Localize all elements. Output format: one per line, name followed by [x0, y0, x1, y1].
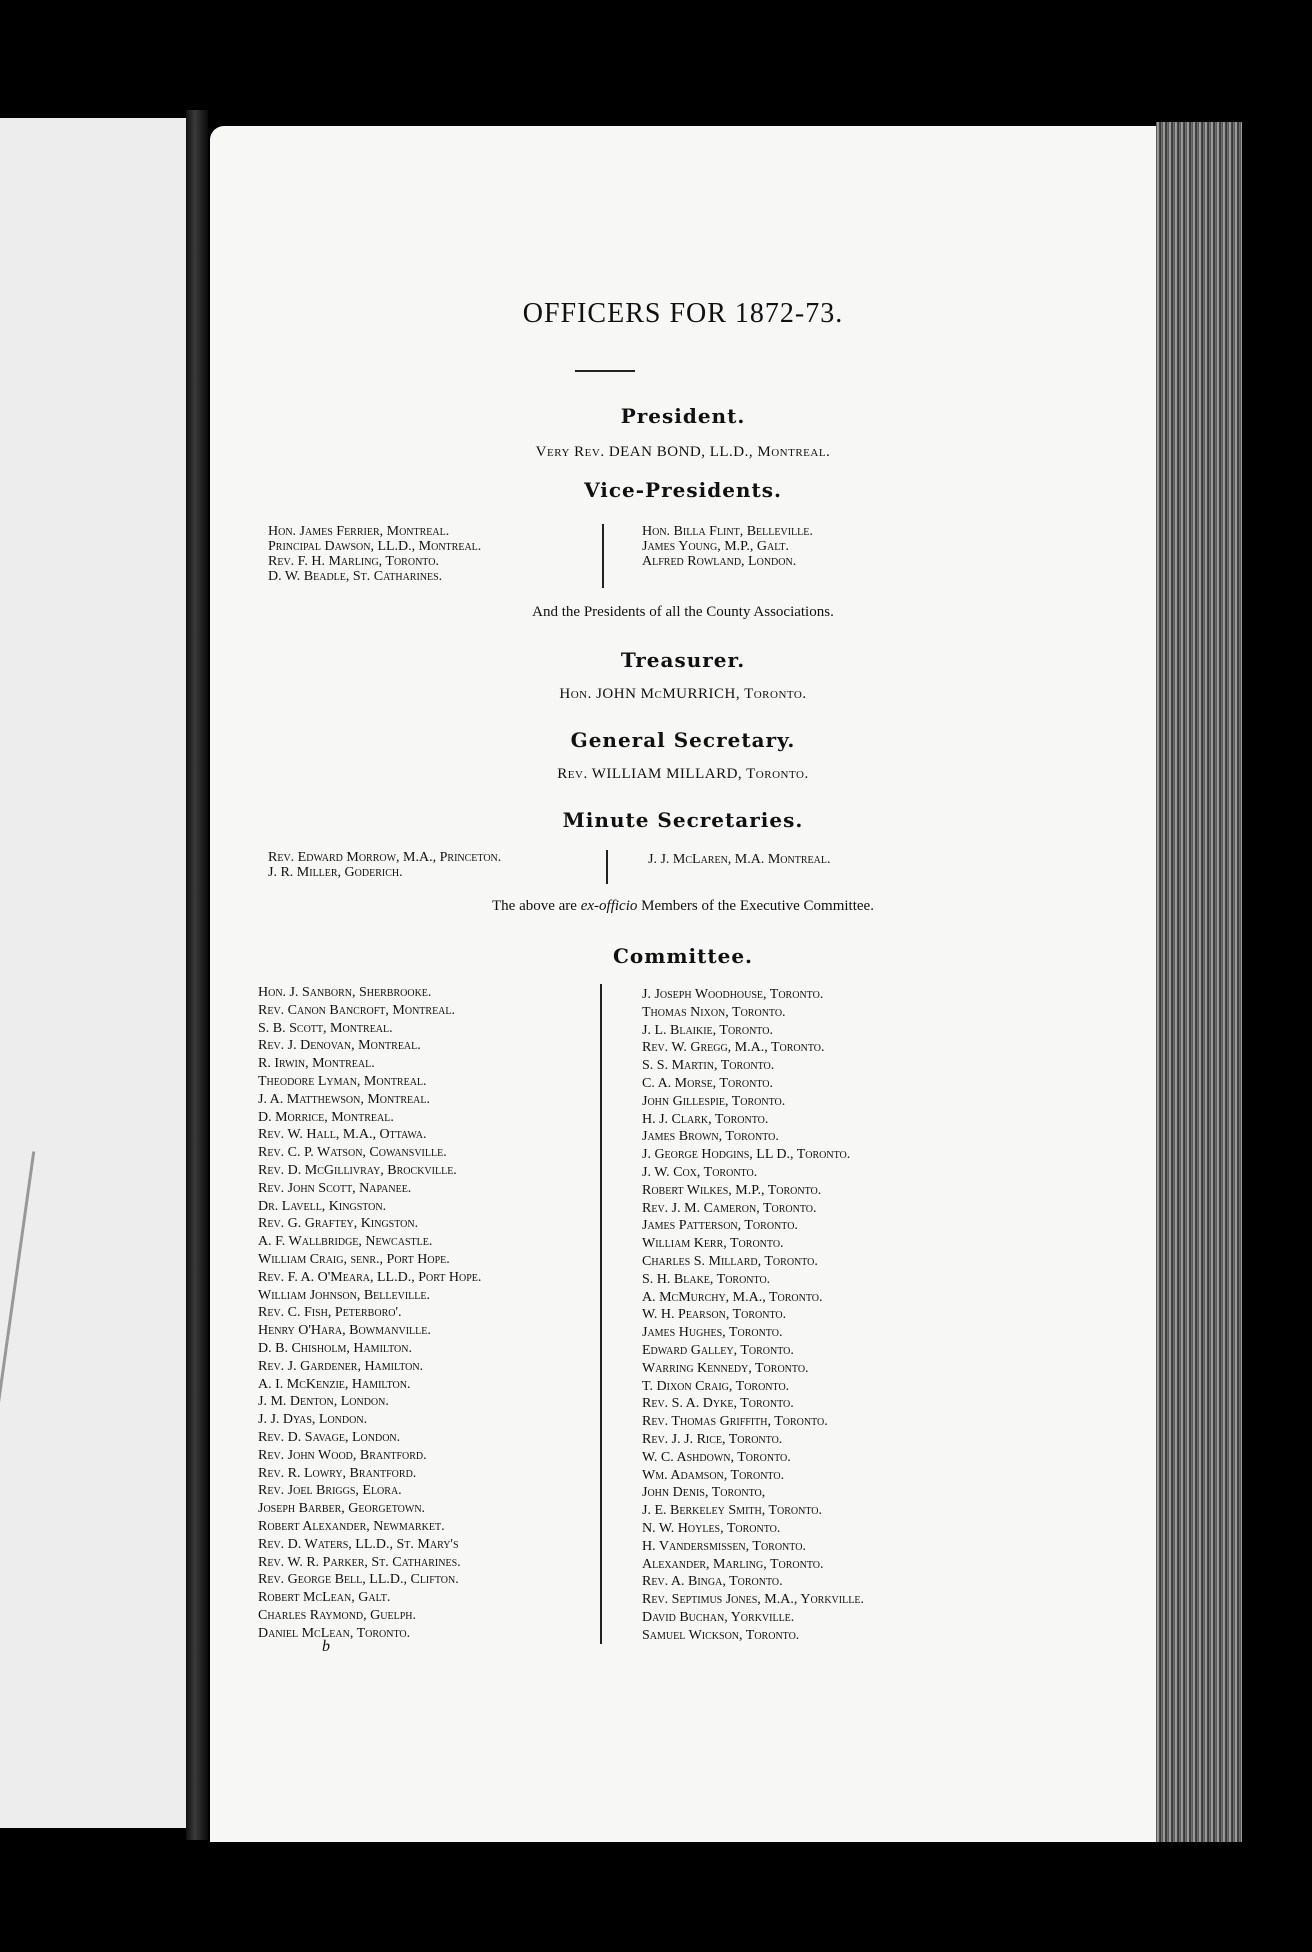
committee-member: Edward Galley, Toronto.: [642, 1342, 794, 1358]
list-item: Alfred Rowland, London.: [642, 554, 797, 569]
committee-member: S. H. Blake, Toronto.: [642, 1271, 771, 1287]
list-item: Rev. F. H. Marling, Toronto.: [268, 554, 439, 569]
committee-member: Rev. A. Binga, Toronto.: [642, 1574, 783, 1590]
committee-member: Rev. C. Fish, Peterboro'.: [258, 1305, 402, 1321]
committee-member: Charles Raymond, Guelph.: [258, 1607, 416, 1623]
committee-member: Charles S. Millard, Toronto.: [642, 1253, 818, 1269]
committee-member: Rev. W. Hall, M.A., Ottawa.: [258, 1127, 427, 1143]
committee-member: Rev. Joel Briggs, Elora.: [258, 1483, 402, 1499]
treasurer-heading: Treasurer.: [620, 648, 746, 672]
committee-member: Daniel McLean, Toronto.: [258, 1625, 411, 1641]
committee-member: William Craig, senr., Port Hope.: [258, 1251, 450, 1267]
vice-presidents-right: [642, 524, 813, 569]
committee-member: Rev. John Scott, Napanee.: [258, 1180, 412, 1196]
committee-member: S. B. Scott, Montreal.: [258, 1020, 393, 1036]
committee-left: [258, 984, 481, 1642]
list-item: J. R. Miller, Goderich.: [268, 865, 403, 880]
committee-member: James Brown, Toronto.: [642, 1129, 779, 1145]
committee-member: W. H. Pearson, Toronto.: [642, 1307, 787, 1323]
list-item: J. J. McLaren, M.A. Montreal.: [648, 852, 831, 867]
committee-member: Joseph Barber, Georgetown.: [258, 1501, 426, 1517]
general-secretary-name: Rev. WILLIAM MILLARD, Toronto.: [557, 766, 809, 782]
left-page: [0, 118, 190, 1828]
committee-member: Rev. D. Waters, LL.D., St. Mary's: [258, 1536, 459, 1552]
committee-member: William Johnson, Belleville.: [258, 1287, 430, 1303]
committee-member: Wm. Adamson, Toronto.: [642, 1467, 785, 1483]
committee-member: Thomas Nixon, Toronto.: [642, 1004, 786, 1020]
committee-member: Rev. George Bell, LL.D., Clifton.: [258, 1572, 459, 1588]
committee-member: Henry O'Hara, Bowmanville.: [258, 1323, 431, 1339]
committee-member: Rev. W. R. Parker, St. Catharines.: [258, 1554, 461, 1570]
book-gutter: [186, 110, 208, 1840]
page-edges: [1156, 122, 1242, 1842]
committee-member: J. M. Denton, London.: [258, 1394, 389, 1410]
list-item: James Young, M.P., Galt.: [642, 539, 790, 554]
committee-member: Warring Kennedy, Toronto.: [642, 1360, 809, 1376]
general-secretary-heading: General Secretary.: [570, 728, 796, 752]
committee-member: James Patterson, Toronto.: [642, 1218, 798, 1234]
list-item: D. W. Beadle, St. Catharines.: [268, 569, 443, 584]
committee-member: Rev. F. A. O'Meara, LL.D., Port Hope.: [258, 1269, 482, 1285]
committee-member: A. McMurchy, M.A., Toronto.: [642, 1289, 823, 1305]
committee-member: Rev. G. Graftey, Kingston.: [258, 1216, 419, 1232]
committee-member: C. A. Morse, Toronto.: [642, 1075, 773, 1091]
committee-member: Rev. S. A. Dyke, Toronto.: [642, 1396, 794, 1412]
committee-member: A. F. Wallbridge, Newcastle.: [258, 1234, 433, 1250]
column-divider: [602, 524, 604, 588]
document-page: [210, 126, 1156, 1842]
vice-presidents-heading: Vice-Presidents.: [584, 478, 782, 502]
committee-member: James Hughes, Toronto.: [642, 1325, 783, 1341]
committee-member: D. B. Chisholm, Hamilton.: [258, 1340, 412, 1356]
committee-member: Rev. J. J. Rice, Toronto.: [642, 1431, 783, 1447]
committee-member: Robert Wilkes, M.P., Toronto.: [642, 1182, 822, 1198]
committee-right: [642, 986, 864, 1644]
page-title: OFFICERS FOR 1872-73.: [522, 298, 844, 329]
committee-member: Robert Alexander, Newmarket.: [258, 1518, 445, 1534]
note-italic: ex-officio: [580, 898, 638, 914]
minute-secretaries-left: [268, 850, 501, 880]
committee-member: John Denis, Toronto,: [642, 1485, 766, 1501]
committee-member: H. J. Clark, Toronto.: [642, 1111, 769, 1127]
committee-member: H. Vandersmissen, Toronto.: [642, 1538, 806, 1554]
list-item: Principal Dawson, LL.D., Montreal.: [268, 539, 482, 554]
committee-member: Rev. C. P. Watson, Cowansville.: [258, 1145, 447, 1161]
committee-member: J. W. Cox, Toronto.: [642, 1164, 758, 1180]
committee-member: Hon. J. Sanborn, Sherbrooke.: [258, 985, 432, 1000]
vice-presidents-note: And the Presidents of all the County Associations.: [532, 604, 834, 620]
column-divider: [600, 984, 602, 1644]
committee-member: Rev. D. McGillivray, Brockville.: [258, 1162, 457, 1178]
committee-member: J. Joseph Woodhouse, Toronto.: [642, 987, 824, 1002]
committee-member: J. A. Matthewson, Montreal.: [258, 1091, 430, 1107]
committee-member: Rev. Canon Bancroft, Montreal.: [258, 1002, 456, 1018]
committee-member: Rev. D. Savage, London.: [258, 1429, 401, 1445]
committee-member: W. C. Ashdown, Toronto.: [642, 1449, 791, 1465]
committee-member: John Gillespie, Toronto.: [642, 1093, 786, 1109]
committee-member: S. S. Martin, Toronto.: [642, 1058, 775, 1074]
committee-member: R. Irwin, Montreal.: [258, 1056, 375, 1072]
committee-member: David Buchan, Yorkville.: [642, 1609, 795, 1625]
committee-member: J. J. Dyas, London.: [258, 1412, 368, 1428]
minute-secretaries-heading: Minute Secretaries.: [562, 808, 804, 832]
committee-member: J. E. Berkeley Smith, Toronto.: [642, 1503, 823, 1519]
executive-note: [210, 898, 1156, 915]
note-text: The above are: [492, 898, 581, 914]
committee-member: Rev. W. Gregg, M.A., Toronto.: [642, 1040, 825, 1056]
title-rule: [575, 370, 635, 372]
committee-member: Theodore Lyman, Montreal.: [258, 1073, 427, 1089]
committee-member: Rev. Septimus Jones, M.A., Yorkville.: [642, 1592, 864, 1608]
committee-member: Robert McLean, Galt.: [258, 1590, 391, 1606]
column-divider: [606, 850, 608, 884]
committee-member: Rev. J. Gardener, Hamilton.: [258, 1358, 424, 1374]
committee-member: T. Dixon Craig, Toronto.: [642, 1378, 790, 1394]
minute-secretaries-right: [648, 852, 830, 867]
president-heading: President.: [620, 404, 746, 428]
committee-member: Rev. Thomas Griffith, Toronto.: [642, 1414, 828, 1430]
treasurer-name: Hon. JOHN McMURRICH, Toronto.: [559, 686, 807, 702]
committee-member: Alexander, Marling, Toronto.: [642, 1556, 824, 1572]
committee-member: Rev. R. Lowry, Brantford.: [258, 1465, 417, 1481]
list-item: Rev. Edward Morrow, M.A., Princeton.: [268, 850, 502, 865]
committee-member: William Kerr, Toronto.: [642, 1236, 784, 1252]
vice-presidents-left: [268, 524, 481, 584]
committee-member: J. George Hodgins, LL D., Toronto.: [642, 1147, 851, 1163]
committee-member: Rev. John Wood, Brantford.: [258, 1447, 427, 1463]
committee-member: A. I. McKenzie, Hamilton.: [258, 1376, 411, 1392]
committee-heading: Committee.: [612, 944, 754, 968]
list-item: Hon. Billa Flint, Belleville.: [642, 524, 813, 539]
committee-member: Rev. J. Denovan, Montreal.: [258, 1038, 421, 1054]
signature-mark: b: [322, 1638, 330, 1655]
committee-member: D. Morrice, Montreal.: [258, 1109, 394, 1125]
president-name: Very Rev. DEAN BOND, LL.D., Montreal.: [535, 444, 831, 460]
note-text: Members of the Executive Committee.: [637, 898, 874, 914]
list-item: Hon. James Ferrier, Montreal.: [268, 524, 450, 539]
committee-member: Rev. J. M. Cameron, Toronto.: [642, 1200, 817, 1216]
committee-member: J. L. Blaikie, Toronto.: [642, 1022, 773, 1038]
committee-member: Samuel Wickson, Toronto.: [642, 1627, 800, 1643]
committee-member: Dr. Lavell, Kingston.: [258, 1198, 387, 1214]
committee-member: N. W. Hoyles, Toronto.: [642, 1520, 781, 1536]
